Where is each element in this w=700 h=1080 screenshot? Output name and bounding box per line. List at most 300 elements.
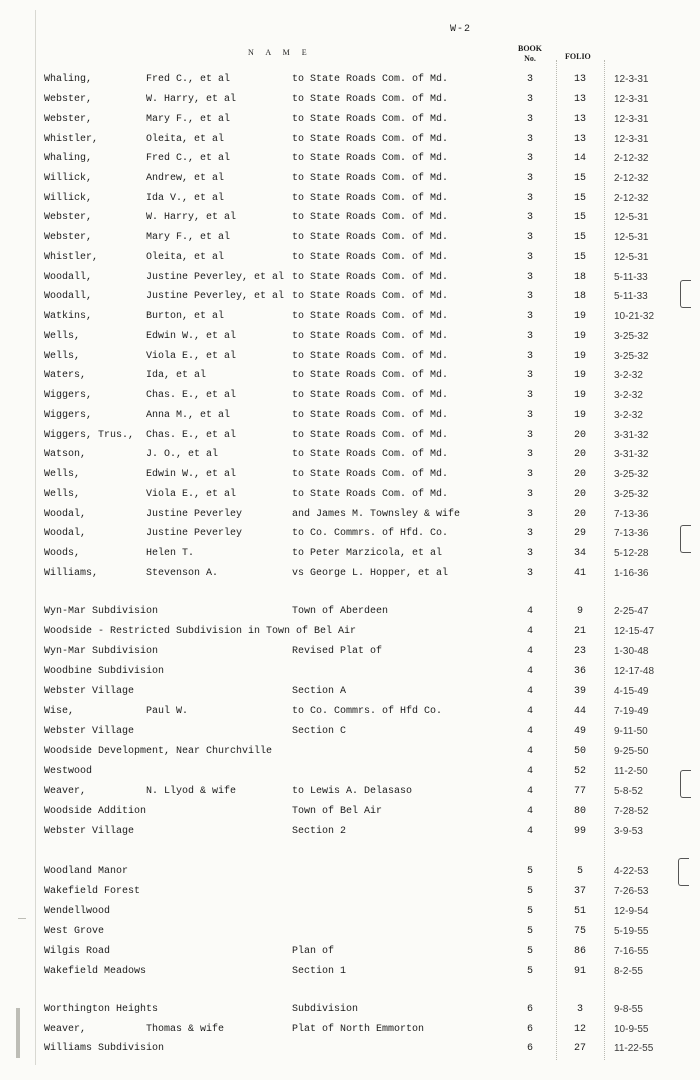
entry-detail: Town of Bel Air <box>292 806 383 817</box>
entry-book-number: 5 <box>526 906 533 917</box>
entry-name: Weaver, <box>44 786 87 797</box>
entry-book-number: 5 <box>526 866 533 877</box>
entry-name: Willick, <box>44 173 93 184</box>
entry-name: Willick, <box>44 193 93 204</box>
entry-name: West Grove <box>44 926 105 937</box>
entry-name: Webster Village <box>44 826 135 837</box>
entry-date: 3-31-32 <box>614 449 649 460</box>
entry-name: Wiggers, <box>44 390 93 401</box>
entry-book-number: 3 <box>526 390 533 401</box>
entry-folio-number: 18 <box>573 291 586 302</box>
entry-detail: Plan of <box>292 946 335 957</box>
entry-detail: to State Roads Com. of Md. <box>292 173 449 184</box>
entry-detail: Revised Plat of <box>292 646 383 657</box>
entry-detail: to State Roads Com. of Md. <box>292 311 449 322</box>
entry-folio-number: 19 <box>573 331 586 342</box>
entry-date: 4-22-53 <box>614 866 649 877</box>
index-entry-row <box>0 151 700 167</box>
entry-name: Woodal, <box>44 509 87 520</box>
book-header-line1: BOOK <box>517 44 542 53</box>
entry-date: 12-5-31 <box>614 212 649 223</box>
entry-date: 2-12-32 <box>614 193 649 204</box>
index-entry-row <box>0 724 700 740</box>
index-entry-row <box>0 408 700 424</box>
entry-book-number: 3 <box>526 153 533 164</box>
entry-folio-number: 52 <box>573 766 586 777</box>
entry-date: 4-15-49 <box>614 686 649 697</box>
entry-name: Waters, <box>44 370 87 381</box>
entry-given-name: Edwin W., et al <box>146 469 237 480</box>
entry-book-number: 3 <box>526 568 533 579</box>
entry-date: 5-19-55 <box>614 926 649 937</box>
entry-given-name: Mary F., et al <box>146 232 231 243</box>
index-entry-row <box>0 1002 700 1018</box>
index-entry-row <box>0 270 700 286</box>
entry-book-number: 3 <box>526 449 533 460</box>
entry-detail: to State Roads Com. of Md. <box>292 153 449 164</box>
entry-folio-number: 19 <box>573 351 586 362</box>
entry-detail: to State Roads Com. of Md. <box>292 94 449 105</box>
entry-detail: to State Roads Com. of Md. <box>292 390 449 401</box>
entry-folio-number: 19 <box>573 311 586 322</box>
entry-given-name: J. O., et al <box>146 449 219 460</box>
entry-folio-number: 29 <box>573 528 586 539</box>
entry-folio-number: 15 <box>573 193 586 204</box>
entry-book-number: 5 <box>526 946 533 957</box>
entry-date: 12-3-31 <box>614 74 649 85</box>
index-entry-row <box>0 467 700 483</box>
entry-date: 3-2-32 <box>614 410 643 421</box>
entry-book-number: 4 <box>526 606 533 617</box>
entry-date: 1-30-48 <box>614 646 649 657</box>
entry-folio-number: 37 <box>573 886 586 897</box>
entry-folio-number: 13 <box>573 74 586 85</box>
entry-name: Woodall, <box>44 291 93 302</box>
entry-date: 7-28-52 <box>614 806 649 817</box>
entry-detail: to State Roads Com. of Md. <box>292 114 449 125</box>
entry-date: 5-8-52 <box>614 786 643 797</box>
entry-book-number: 4 <box>526 646 533 657</box>
entry-folio-number: 50 <box>573 746 586 757</box>
entry-folio-number: 12 <box>573 1024 586 1035</box>
entry-date: 2-12-32 <box>614 153 649 164</box>
entry-date: 1-16-36 <box>614 568 649 579</box>
entry-name: Westwood <box>44 766 93 777</box>
entry-given-name: Justine Peverley <box>146 528 243 539</box>
entry-date: 12-15-47 <box>614 626 655 637</box>
entry-name: Wells, <box>44 351 81 362</box>
entry-given-name: Helen T. <box>146 548 195 559</box>
entry-book-number: 4 <box>526 686 533 697</box>
entry-date: 3-2-32 <box>614 390 643 401</box>
entry-given-name: Edwin W., et al <box>146 331 237 342</box>
index-entry-row <box>0 566 700 582</box>
entry-book-number: 4 <box>526 746 533 757</box>
entry-book-number: 3 <box>526 509 533 520</box>
index-entry-row <box>0 684 700 700</box>
index-entry-row <box>0 349 700 365</box>
entry-date: 2-25-47 <box>614 606 649 617</box>
entry-detail: to State Roads Com. of Md. <box>292 252 449 263</box>
entry-date: 3-9-53 <box>614 826 643 837</box>
entry-book-number: 3 <box>526 212 533 223</box>
index-entry-row <box>0 964 700 980</box>
entry-detail: to State Roads Com. of Md. <box>292 489 449 500</box>
entry-name: Wendellwood <box>44 906 111 917</box>
entry-detail: to State Roads Com. of Md. <box>292 410 449 421</box>
index-entry-row <box>0 210 700 226</box>
entry-date: 7-16-55 <box>614 946 649 957</box>
book-column-header <box>512 44 548 64</box>
index-entry-row <box>0 309 700 325</box>
entry-book-number: 3 <box>526 351 533 362</box>
entry-folio-number: 39 <box>573 686 586 697</box>
entry-detail: Section 1 <box>292 966 347 977</box>
entry-detail: to Co. Commrs. of Hfd. Co. <box>292 528 449 539</box>
index-entry-row <box>0 487 700 503</box>
book-header-line2: No. <box>524 54 536 63</box>
entry-name: Whistler, <box>44 134 99 145</box>
entry-detail: Section C <box>292 726 347 737</box>
entry-book-number: 3 <box>526 469 533 480</box>
entry-detail: Plat of North Emmorton <box>292 1024 425 1035</box>
entry-folio-number: 19 <box>573 410 586 421</box>
entry-detail: to State Roads Com. of Md. <box>292 331 449 342</box>
index-entry-row <box>0 132 700 148</box>
index-entry-row <box>0 329 700 345</box>
entry-folio-number: 13 <box>573 134 586 145</box>
entry-name: Woodside Addition <box>44 806 147 817</box>
entry-book-number: 3 <box>526 94 533 105</box>
entry-name: Webster Village <box>44 726 135 737</box>
entry-given-name: W. Harry, et al <box>146 212 237 223</box>
index-entry-row <box>0 624 700 640</box>
entry-name: Webster, <box>44 212 93 223</box>
entry-given-name: Justine Peverley <box>146 509 243 520</box>
entry-detail: Subdivision <box>292 1004 359 1015</box>
entry-name: Williams Subdivision <box>44 1043 165 1054</box>
entry-given-name: N. Llyod & wife <box>146 786 237 797</box>
index-entry-row <box>0 804 700 820</box>
entry-given-name: Justine Peverley, et al <box>146 291 285 302</box>
entry-date: 7-26-53 <box>614 886 649 897</box>
entry-folio-number: 80 <box>573 806 586 817</box>
entry-detail: to State Roads Com. of Md. <box>292 212 449 223</box>
entry-book-number: 4 <box>526 826 533 837</box>
entry-detail: to State Roads Com. of Md. <box>292 134 449 145</box>
entry-given-name: Mary F., et al <box>146 114 231 125</box>
entry-given-name: Stevenson A. <box>146 568 219 579</box>
entry-book-number: 4 <box>526 626 533 637</box>
entry-date: 7-19-49 <box>614 706 649 717</box>
entry-date: 9-8-55 <box>614 1004 643 1015</box>
entry-name: Wyn-Mar Subdivision <box>44 606 159 617</box>
index-entry-row <box>0 904 700 920</box>
index-entry-row <box>0 526 700 542</box>
entry-name: Woodall, <box>44 272 93 283</box>
index-entry-row <box>0 924 700 940</box>
entry-detail: vs George L. Hopper, et al <box>292 568 449 579</box>
index-entry-row <box>0 72 700 88</box>
entry-folio-number: 20 <box>573 489 586 500</box>
entry-name: Woodland Manor <box>44 866 129 877</box>
entry-given-name: Ida, et al <box>146 370 207 381</box>
entry-name: Weaver, <box>44 1024 87 1035</box>
entry-given-name: Viola E., et al <box>146 351 237 362</box>
entry-name: Webster, <box>44 114 93 125</box>
entry-date: 3-31-32 <box>614 430 649 441</box>
entry-detail: to State Roads Com. of Md. <box>292 351 449 362</box>
entry-folio-number: 49 <box>573 726 586 737</box>
index-entry-row <box>0 447 700 463</box>
entry-book-number: 3 <box>526 370 533 381</box>
index-entry-row <box>0 744 700 760</box>
entry-name: Wells, <box>44 469 81 480</box>
entry-date: 12-9-54 <box>614 906 649 917</box>
entry-date: 12-5-31 <box>614 252 649 263</box>
entry-date: 9-25-50 <box>614 746 649 757</box>
entry-name: Worthington Heights <box>44 1004 159 1015</box>
entry-folio-number: 19 <box>573 370 586 381</box>
entry-detail: to State Roads Com. of Md. <box>292 291 449 302</box>
entry-folio-number: 20 <box>573 430 586 441</box>
entry-date: 3-25-32 <box>614 351 649 362</box>
entry-date: 11-2-50 <box>614 766 648 777</box>
entry-book-number: 3 <box>526 252 533 263</box>
entry-folio-number: 19 <box>573 390 586 401</box>
entry-detail: Section 2 <box>292 826 347 837</box>
entry-book-number: 3 <box>526 232 533 243</box>
index-entry-row <box>0 824 700 840</box>
entry-date: 7-13-36 <box>614 528 649 539</box>
index-entry-row <box>0 388 700 404</box>
entry-date: 5-12-28 <box>614 548 649 559</box>
entry-date: 12-3-31 <box>614 94 649 105</box>
entry-book-number: 4 <box>526 766 533 777</box>
entry-name: Wise, <box>44 706 75 717</box>
entry-date: 11-22-55 <box>614 1043 654 1054</box>
entry-detail: and James M. Townsley & wife <box>292 509 461 520</box>
index-entry-row <box>0 884 700 900</box>
index-entry-row <box>0 1022 700 1038</box>
entry-folio-number: 27 <box>573 1043 586 1054</box>
entry-given-name: Ida V., et al <box>146 193 225 204</box>
entry-date: 8-2-55 <box>614 966 643 977</box>
entry-name: Whaling, <box>44 74 93 85</box>
entry-book-number: 4 <box>526 806 533 817</box>
entry-detail: Section A <box>292 686 347 697</box>
entry-folio-number: 99 <box>573 826 586 837</box>
entry-folio-number: 20 <box>573 449 586 460</box>
entry-date: 3-25-32 <box>614 489 649 500</box>
folio-column-header: FOLIO <box>565 52 591 61</box>
index-entry-row <box>0 604 700 620</box>
entry-given-name: Chas. E., et al <box>146 430 237 441</box>
entry-folio-number: 86 <box>573 946 586 957</box>
entry-name: Webster, <box>44 94 93 105</box>
index-entry-row <box>0 1041 700 1057</box>
entry-date: 12-3-31 <box>614 114 649 125</box>
entry-book-number: 3 <box>526 114 533 125</box>
entry-folio-number: 3 <box>576 1004 583 1015</box>
entry-detail: Town of Aberdeen <box>292 606 389 617</box>
entry-date: 7-13-36 <box>614 509 649 520</box>
entry-date: 12-17-48 <box>614 666 655 677</box>
index-entry-row <box>0 944 700 960</box>
entry-detail: to State Roads Com. of Md. <box>292 232 449 243</box>
entry-book-number: 3 <box>526 311 533 322</box>
entry-folio-number: 77 <box>573 786 586 797</box>
entry-folio-number: 20 <box>573 509 586 520</box>
entry-date: 5-11-33 <box>614 291 648 302</box>
index-entry-row <box>0 428 700 444</box>
entry-book-number: 3 <box>526 193 533 204</box>
entry-detail: to State Roads Com. of Md. <box>292 430 449 441</box>
entry-folio-number: 15 <box>573 232 586 243</box>
index-entry-row <box>0 507 700 523</box>
entry-name: Woods, <box>44 548 81 559</box>
name-column-header: N A M E <box>248 48 312 57</box>
entry-folio-number: 15 <box>573 212 586 223</box>
index-entry-row <box>0 764 700 780</box>
entry-date: 9-11-50 <box>614 726 648 737</box>
entry-name: Woodbine Subdivision <box>44 666 165 677</box>
entry-date: 12-3-31 <box>614 134 649 145</box>
entry-name: Wyn-Mar Subdivision <box>44 646 159 657</box>
entry-date: 3-25-32 <box>614 469 649 480</box>
entry-folio-number: 75 <box>573 926 586 937</box>
entry-book-number: 3 <box>526 173 533 184</box>
entry-detail: to State Roads Com. of Md. <box>292 370 449 381</box>
entry-book-number: 6 <box>526 1004 533 1015</box>
entry-name: Wells, <box>44 489 81 500</box>
index-entry-row <box>0 864 700 880</box>
entry-detail: to State Roads Com. of Md. <box>292 193 449 204</box>
index-entry-row <box>0 112 700 128</box>
entry-date: 2-12-32 <box>614 173 649 184</box>
entry-folio-number: 18 <box>573 272 586 283</box>
entry-book-number: 3 <box>526 410 533 421</box>
index-entry-row <box>0 92 700 108</box>
entry-name: Wiggers, Trus., <box>44 430 135 441</box>
entry-book-number: 4 <box>526 706 533 717</box>
entry-given-name: Thomas & wife <box>146 1024 225 1035</box>
entry-folio-number: 13 <box>573 94 586 105</box>
entry-book-number: 3 <box>526 331 533 342</box>
entry-book-number: 4 <box>526 786 533 797</box>
entry-book-number: 5 <box>526 926 533 937</box>
page-id: W-2 <box>450 24 472 35</box>
entry-given-name: Viola E., et al <box>146 489 237 500</box>
index-entry-row <box>0 171 700 187</box>
entry-book-number: 3 <box>526 548 533 559</box>
entry-folio-number: 9 <box>576 606 583 617</box>
entry-book-number: 4 <box>526 666 533 677</box>
entry-book-number: 3 <box>526 528 533 539</box>
index-entry-row <box>0 704 700 720</box>
index-entry-row <box>0 250 700 266</box>
entry-date: 3-25-32 <box>614 331 649 342</box>
entry-folio-number: 41 <box>573 568 586 579</box>
entry-name: Watkins, <box>44 311 93 322</box>
entry-folio-number: 23 <box>573 646 586 657</box>
entry-folio-number: 34 <box>573 548 586 559</box>
entry-date: 12-5-31 <box>614 232 649 243</box>
entry-detail: to Peter Marzicola, et al <box>292 548 443 559</box>
entry-folio-number: 21 <box>573 626 586 637</box>
index-entry-row <box>0 644 700 660</box>
entry-given-name: Paul W. <box>146 706 189 717</box>
entry-book-number: 3 <box>526 291 533 302</box>
entry-detail: to Co. Commrs. of Hfd Co. <box>292 706 443 717</box>
entry-name: Woodal, <box>44 528 87 539</box>
index-entry-row <box>0 230 700 246</box>
entry-date: 10-9-55 <box>614 1024 649 1035</box>
entry-folio-number: 15 <box>573 252 586 263</box>
entry-given-name: Anna M., et al <box>146 410 231 421</box>
entry-name: Woodside - Restricted Subdivision in Town of Bel Air <box>44 626 357 637</box>
index-entry-row <box>0 368 700 384</box>
entry-name: Wilgis Road <box>44 946 111 957</box>
index-entry-row <box>0 546 700 562</box>
index-entry-row <box>0 191 700 207</box>
entry-book-number: 6 <box>526 1024 533 1035</box>
entry-given-name: Chas. E., et al <box>146 390 237 401</box>
entry-detail: to State Roads Com. of Md. <box>292 74 449 85</box>
entry-detail: to State Roads Com. of Md. <box>292 272 449 283</box>
entry-name: Watson, <box>44 449 87 460</box>
entry-name: Wiggers, <box>44 410 93 421</box>
entry-book-number: 3 <box>526 430 533 441</box>
entry-given-name: W. Harry, et al <box>146 94 237 105</box>
index-entry-row <box>0 289 700 305</box>
entry-name: Whistler, <box>44 252 99 263</box>
entry-name: Williams, <box>44 568 99 579</box>
entry-detail: to Lewis A. Delasaso <box>292 786 413 797</box>
entry-given-name: Andrew, et al <box>146 173 225 184</box>
entry-given-name: Burton, et al <box>146 311 225 322</box>
entry-name: Webster Village <box>44 686 135 697</box>
entry-name: Webster, <box>44 232 93 243</box>
entry-book-number: 3 <box>526 134 533 145</box>
entry-given-name: Fred C., et al <box>146 74 231 85</box>
entry-name: Wakefield Meadows <box>44 966 147 977</box>
index-entry-row <box>0 784 700 800</box>
entry-folio-number: 14 <box>573 153 586 164</box>
entry-name: Woodside Development, Near Churchville <box>44 746 273 757</box>
entry-given-name: Justine Peverley, et al <box>146 272 285 283</box>
entry-date: 3-2-32 <box>614 370 643 381</box>
entry-folio-number: 5 <box>576 866 583 877</box>
entry-detail: to State Roads Com. of Md. <box>292 449 449 460</box>
entry-folio-number: 36 <box>573 666 586 677</box>
entry-folio-number: 20 <box>573 469 586 480</box>
entry-given-name: Oleita, et al <box>146 252 225 263</box>
entry-folio-number: 44 <box>573 706 586 717</box>
entry-book-number: 3 <box>526 489 533 500</box>
entry-date: 10-21-32 <box>614 311 655 322</box>
entry-detail: to State Roads Com. of Md. <box>292 469 449 480</box>
entry-name: Wakefield Forest <box>44 886 141 897</box>
entry-name: Wells, <box>44 331 81 342</box>
entry-folio-number: 13 <box>573 114 586 125</box>
entry-folio-number: 15 <box>573 173 586 184</box>
entry-book-number: 3 <box>526 272 533 283</box>
index-entry-row <box>0 664 700 680</box>
entry-book-number: 3 <box>526 74 533 85</box>
entry-book-number: 5 <box>526 886 533 897</box>
entry-given-name: Fred C., et al <box>146 153 231 164</box>
